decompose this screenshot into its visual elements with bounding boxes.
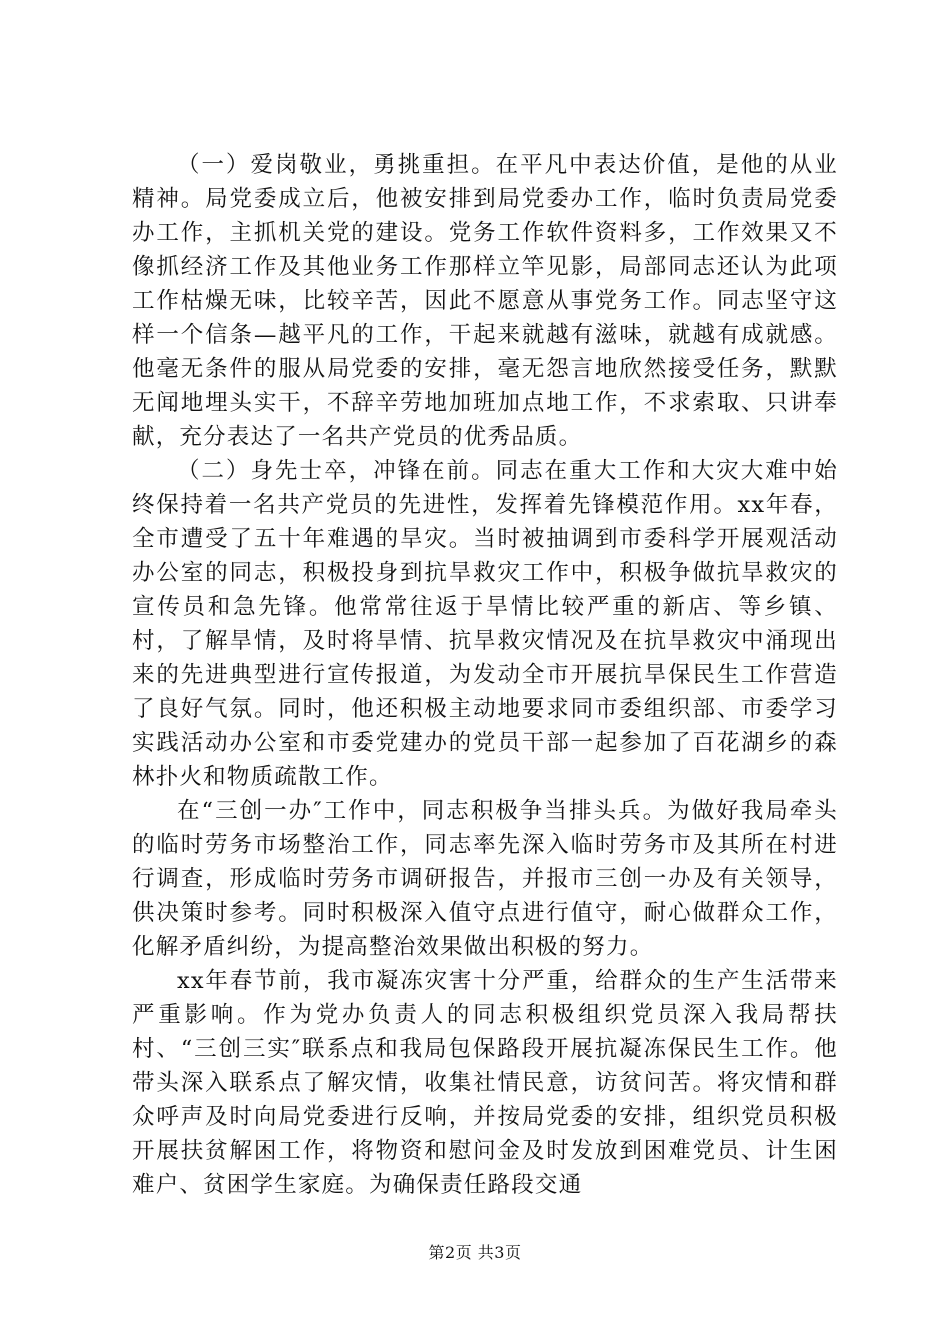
document-body bbox=[132, 148, 838, 1202]
paragraph-3: 在“三创一办″工作中，同志积极争当排头兵。为做好我局牵头的临时劳务市场整治工作，同志率先深入临时劳务市及其所在村进行调查，形成临时劳务市调研报告，并报市三创一办及有关领导，供决策时参考。同时积极深入值守点进行值守，耐心做群众工作，化解矛盾纠纷，为提高整治效果做出积极的努力。 bbox=[132, 798, 838, 960]
paragraph-4: xx年春节前，我市凝冻灾害十分严重，给群众的生产生活带来严重影响。作为党办负责人的同志积极组织党员深入我局帮扶村、“三创三实″联系点和我局包保路段开展抗凝冻保民生工作。他带头深入联系点了解灾情，收集社情民意，访贫问苦。将灾情和群众呼声及时向局党委进行反响，并按局党委的安排，组织党员积极开展扶贫解困工作，将物资和慰问金及时发放到困难党员、计生困难户、贫困学生家庭。为确保责任路段交通 bbox=[132, 968, 838, 1198]
page-footer: 第2页 共3页 bbox=[428, 1243, 522, 1262]
paragraph-1: （一）爱岗敬业，勇挑重担。在平凡中表达价值，是他的从业精神。局党委成立后，他被安排到局党委办工作，临时负责局党委办工作，主抓机关党的建设。党务工作软件资料多，工作效果又不像抓经济工作及其他业务工作那样立竿见影，局部同志还认为此项工作枯燥无味，比较辛苦，因此不愿意从事党务工作。同志坚守这样一个信条—越平凡的工作，干起来就越有滋味，就越有成就感。他毫无条件的服从局党委的安排，毫无怨言地欣然接受任务，默默无闻地埋头实干，不辞辛劳地加班加点地工作，不求索取、只讲奉献，充分表达了一名共产党员的优秀品质。 bbox=[132, 152, 838, 450]
paragraph-2: （二）身先士卒，冲锋在前。同志在重大工作和大灾大难中始终保持着一名共产党员的先进性，发挥着先锋模范作用。xx年春，全市遭受了五十年难遇的旱灾。当时被抽调到市委科学开展观活动办公室的同志，积极投身到抗旱救灾工作中，积极争做抗旱救灾的宣传员和急先锋。他常常往返于旱情比较严重的新店、等乡镇、村，了解旱情，及时将旱情、抗旱救灾情况及在抗旱救灾中涌现出来的先进典型进行宣传报道，为发动全市开展抗旱保民生工作营造了良好气氛。同时，他还积极主动地要求同市委组织部、市委学习实践活动办公室和市委党建办的党员干部一起参加了百花湖乡的森林扑火和物质疏散工作。 bbox=[132, 458, 838, 790]
